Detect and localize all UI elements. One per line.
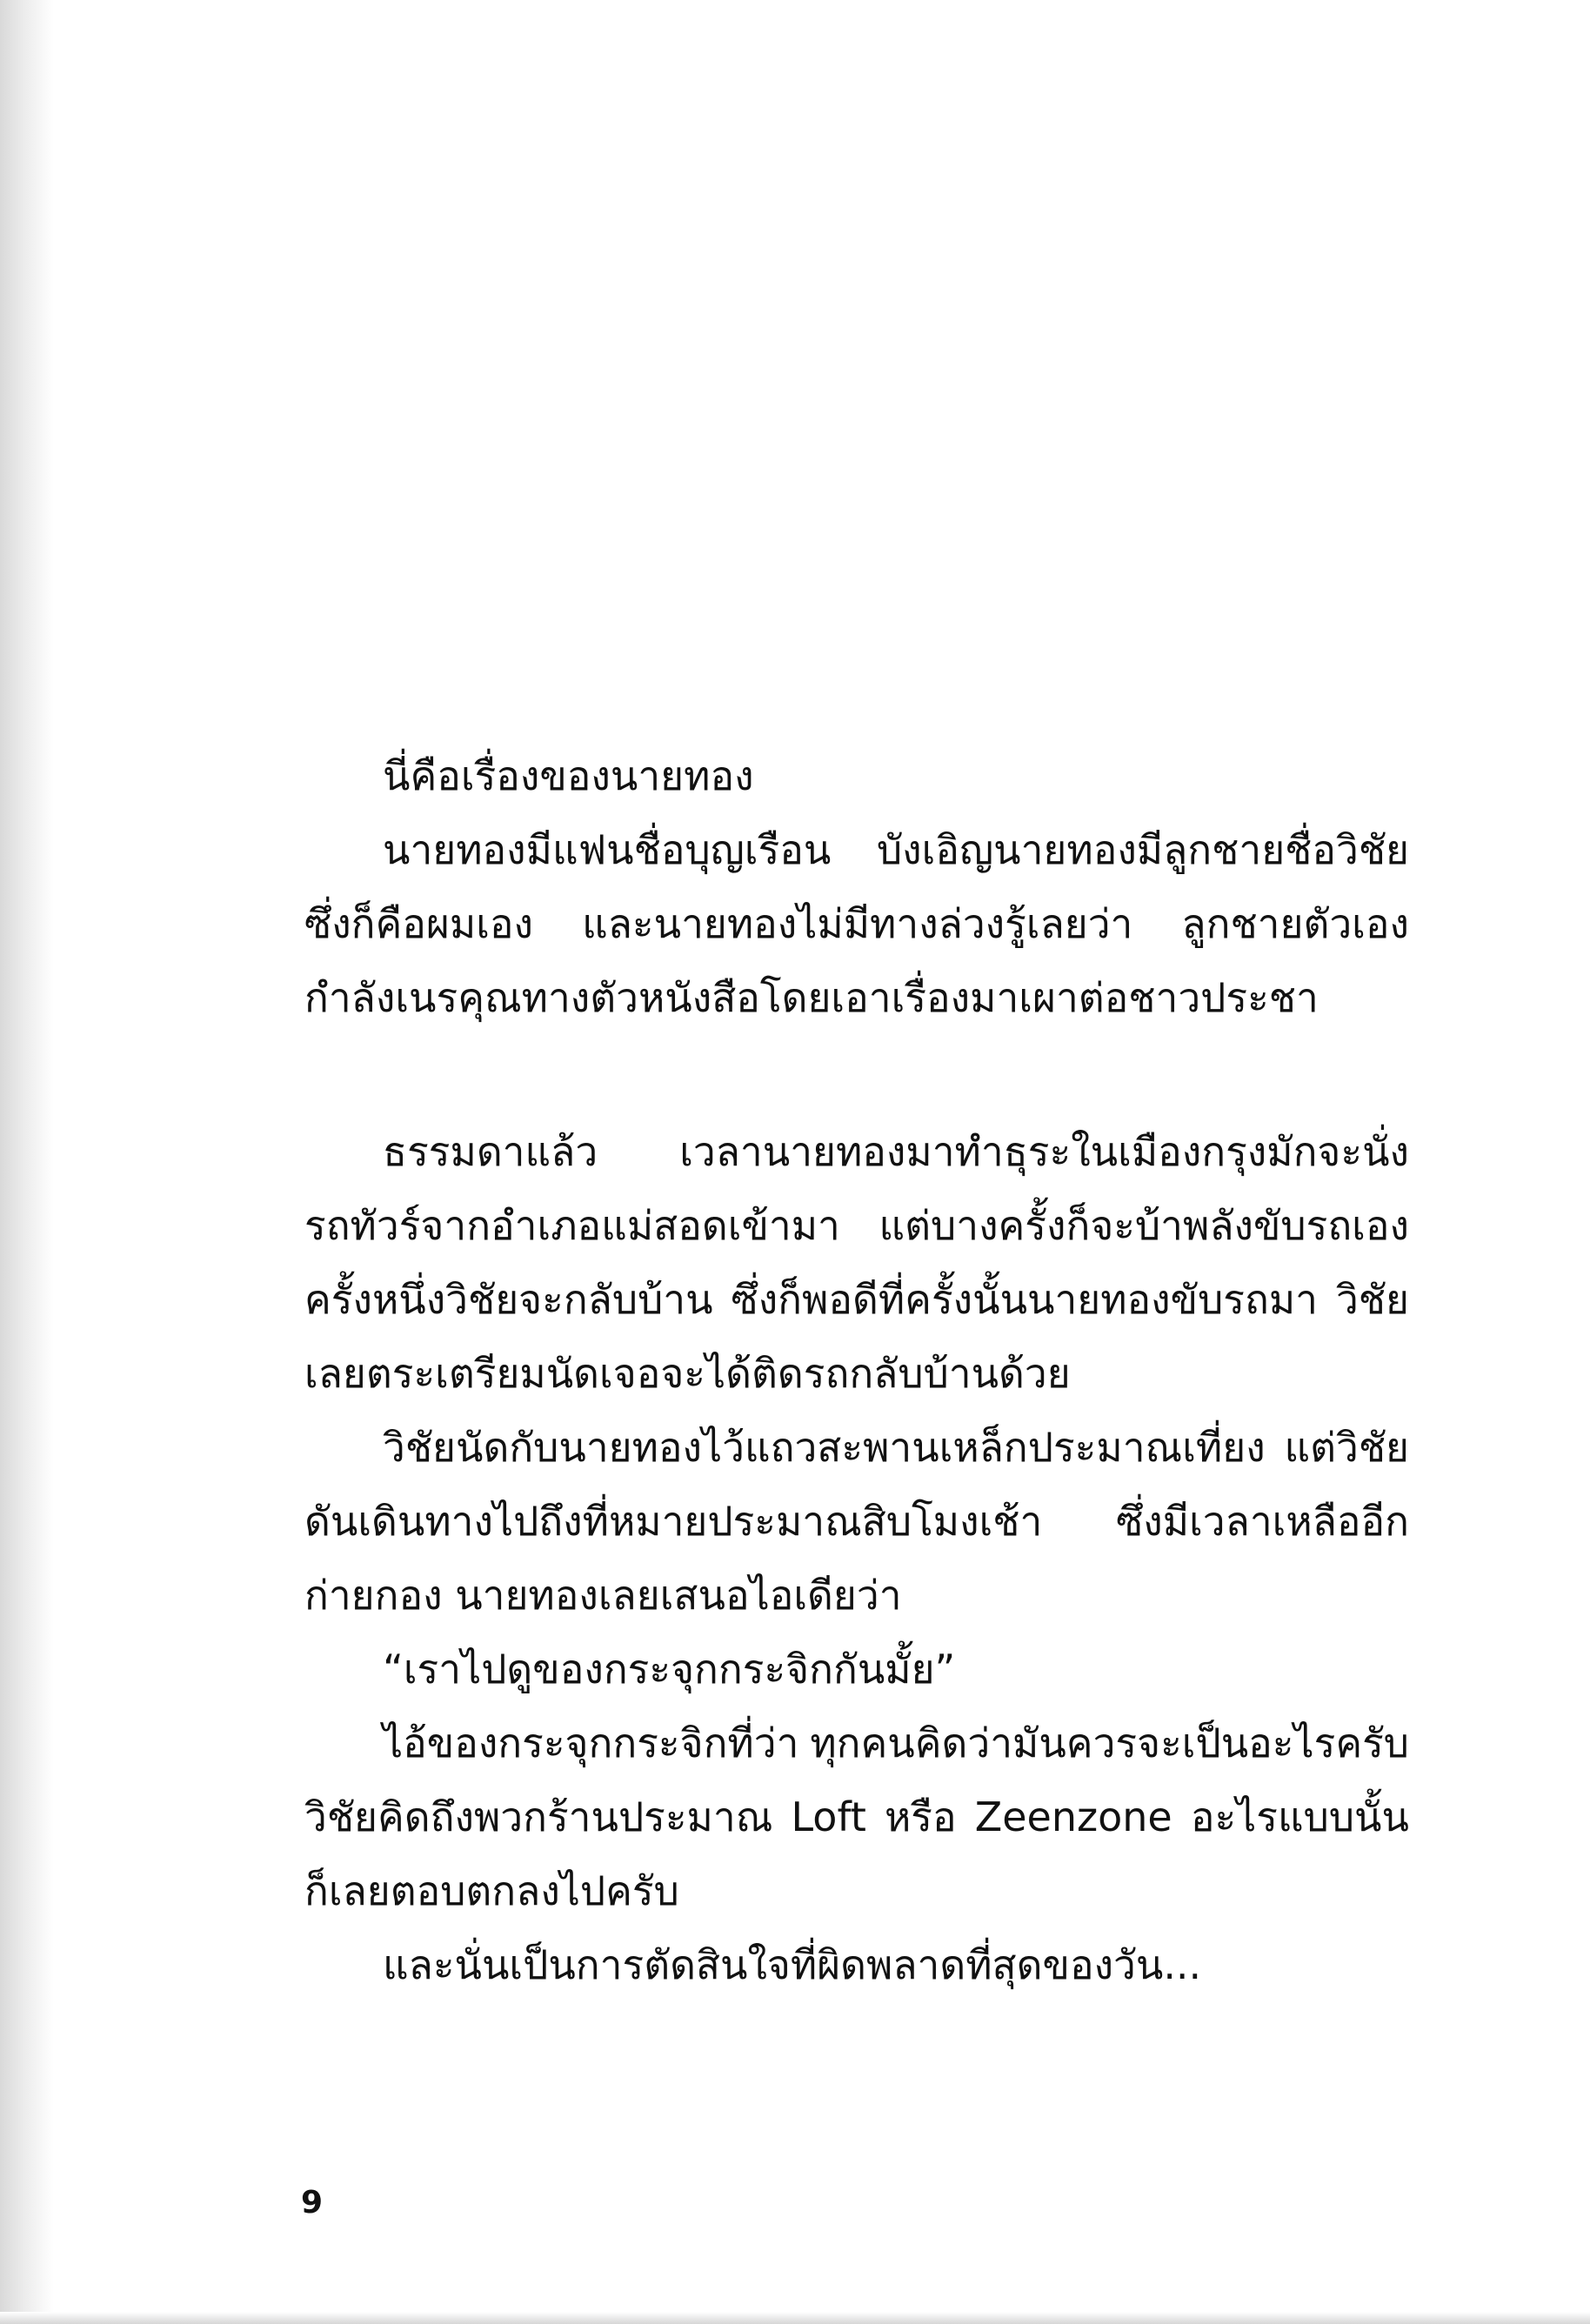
text-line: ก็เลยตอบตกลงไปครับ [304, 1867, 679, 1914]
text-segment: บังเอิญนายทองมีลูกชายชื่อวิชัย [876, 826, 1409, 873]
text-segment: แต่วิชัย [1284, 1424, 1409, 1471]
text-line [304, 1706, 1409, 1780]
text-segment: เวลานายทองมาทำธุระในเมืองกรุงมักจะนั่ง [679, 1128, 1409, 1175]
paragraph-gap [304, 1035, 1409, 1115]
text-segment: ธรรมดาแล้ว [383, 1128, 598, 1175]
text-line [304, 1485, 1409, 1559]
page-bottom-shadow [0, 2312, 1590, 2324]
text-segment: วิชัยนัดกับนายทองไว้แถวสะพานเหล็กประมาณเที่ยง [383, 1424, 1266, 1471]
page-binding-shadow [0, 0, 54, 2324]
text-segment: ดันเดินทางไปถึงที่หมายประมาณสิบโมงเช้า [304, 1498, 1043, 1545]
text-segment: นายทองมีแฟนชื่อบุญเรือน [383, 826, 832, 873]
text-line [304, 1189, 1409, 1263]
text-line [304, 1263, 1409, 1337]
text-segment: แต่บางครั้งก็จะบ้าพลังขับรถเอง [879, 1202, 1409, 1249]
page-number: 9 [301, 2185, 324, 2220]
text-line: “เราไปดูของกระจุกกระจิกกันมั้ย” [383, 1646, 956, 1693]
text-line: ก่ายกอง นายทองเลยเสนอไอเดียว่า [304, 1572, 902, 1619]
text-line [304, 1411, 1409, 1485]
text-segment: หรือ [884, 1793, 957, 1840]
text-segment: รถทัวร์จากอำเภอแม่สอดเข้ามา [304, 1202, 840, 1249]
text-segment: ทุกคนคิดว่ามันควรจะเป็นอะไรครับ [810, 1720, 1409, 1766]
text-line: นี่คือเรื่องของนายทอง [383, 752, 754, 799]
text-line: กำลังเนรคุณทางตัวหนังสือโดยเอาเรื่องมาเผาต่อชาวประชา [304, 974, 1319, 1021]
text-line [304, 887, 1409, 961]
body-text [304, 739, 1409, 2002]
text-line [304, 1780, 1409, 1854]
text-segment: ซึ่งก็พอดีที่ครั้งนั้นนายทองขับรถมา [731, 1276, 1319, 1323]
text-segment: และนายทองไม่มีทางล่วงรู้เลยว่า [582, 900, 1133, 947]
text-segment: อะไรแบบนั้น [1190, 1793, 1409, 1840]
text-segment: วิชัย [1335, 1276, 1409, 1323]
text-segment: ซึ่งมีเวลาเหลืออีก [1116, 1498, 1409, 1545]
text-line: และนั่นเป็นการตัดสินใจที่ผิดพลาดที่สุดของวัน... [383, 1941, 1202, 1988]
text-segment: Loft [791, 1793, 866, 1840]
text-line [304, 813, 1409, 887]
text-segment: Zeenzone [974, 1793, 1172, 1840]
text-segment: ครั้งหนึ่งวิชัยจะกลับบ้าน [304, 1276, 713, 1323]
text-segment: ไอ้ของกระจุกกระจิกที่ว่า [383, 1720, 799, 1766]
text-line [304, 1115, 1409, 1189]
text-line: เลยตระเตรียมนัดเจอจะได้ติดรถกลับบ้านด้วย [304, 1350, 1071, 1397]
text-segment: ลูกชายตัวเอง [1181, 900, 1409, 947]
text-segment: ซึ่งก็คือผมเอง [304, 900, 534, 947]
text-segment: วิชัยคิดถึงพวกร้านประมาณ [304, 1793, 773, 1840]
